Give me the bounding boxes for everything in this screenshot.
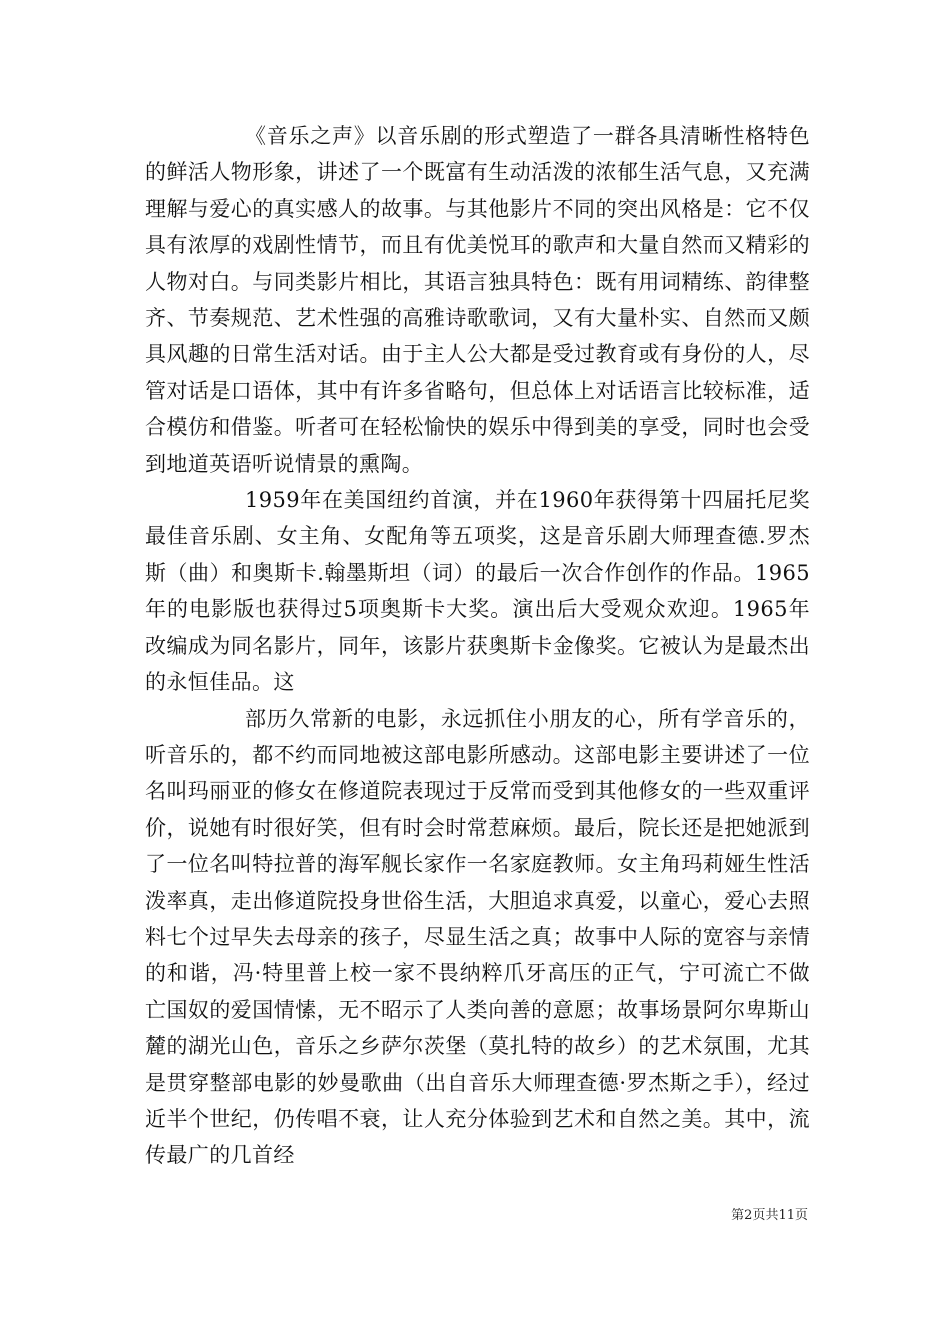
- page-number-footer: 第2页共11页: [731, 1208, 808, 1223]
- document-body: [145, 118, 810, 1174]
- paragraph-history: 1959年在美国纽约首演，并在1960年获得第十四届托尼奖最佳音乐剧、女主角、女配角等五项奖，这是音乐剧大师理查德.罗杰斯（曲）和奥斯卡.翰墨斯坦（词）的最后一次合作创作的作品。1965年的电影版也获得过5项奥斯卡大奖。演出后大受观众欢迎。1965年改编成为同名影片，同年，该影片获奥斯卡金像奖。它被认为是最杰出的永恒佳品。这: [145, 488, 810, 695]
- paragraph-plot: 部历久常新的电影，永远抓住小朋友的心，所有学音乐的，听音乐的，都不约而同地被这部电影所感动。这部电影主要讲述了一位名叫玛丽亚的修女在修道院表现过于反常而受到其他修女的一些双重评价，说她有时很好笑，但有时会时常惹麻烦。最后，院长还是把她派到了一位名叫特拉普的海军舰长家作一名家庭教师。女主角玛莉娅生性活泼率真，走出修道院投身世俗生活，大胆追求真爱，以童心，爱心去照料七个过早失去母亲的孩子，尽显生活之真；故事中人际的宽容与亲情的和谐，冯·特里普上校一家不畏纳粹爪牙高压的正气，宁可流亡不做亡国奴的爱国情愫，无不昭示了人类向善的意愿；故事场景阿尔卑斯山麓的湖光山色，音乐之乡萨尔茨堡（莫扎特的故乡）的艺术氛围，尤其是贯穿整部电影的妙曼歌曲（出自音乐大师理查德·罗杰斯之手），经过近半个世纪，仍传唱不衰，让人充分体验到艺术和自然之美。其中，流传最广的几首经: [145, 706, 810, 1168]
- paragraph-intro: 《音乐之声》以音乐剧的形式塑造了一群各具清晰性格特色的鲜活人物形象，讲述了一个既富有生动活泼的浓郁生活气息，又充满理解与爱心的真实感人的故事。与其他影片不同的突出风格是：它不仅具有浓厚的戏剧性情节，而且有优美悦耳的歌声和大量自然而又精彩的人物对白。与同类影片相比，其语言独具特色：既有用词精练、韵律整齐、节奏规范、艺术性强的高雅诗歌歌词，又有大量朴实、自然而又颇具风趣的日常生活对话。由于主人公大都是受过教育或有身份的人，尽管对话是口语体，其中有许多省略句，但总体上对话语言比较标准，适合模仿和借鉴。听者可在轻松愉快的娱乐中得到美的享受，同时也会受到地道英语听说情景的熏陶。: [145, 124, 810, 476]
